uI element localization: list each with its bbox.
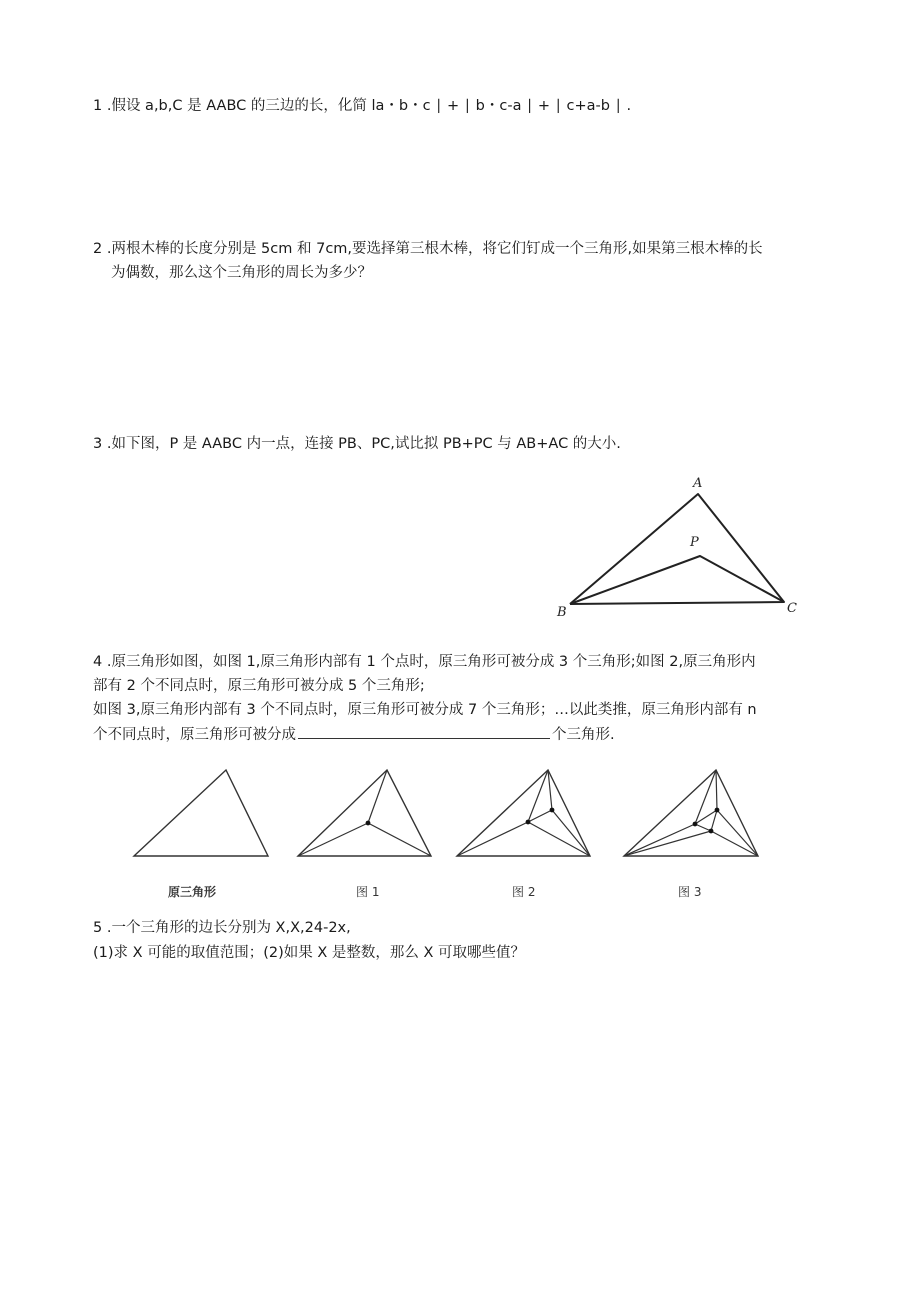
- caption-fig1: 图 1: [356, 885, 380, 899]
- problem-3-text: 3 .如下图，P 是 AABC 内一点，连接 PB、PC,试比拟 PB+PC 与 AB+AC 的大小.: [93, 436, 621, 452]
- figure-3: [624, 770, 758, 899]
- caption-fig3: 图 3: [678, 885, 702, 899]
- label-b: B: [557, 605, 567, 620]
- caption-fig2: 图 2: [512, 885, 536, 899]
- triangle-division-figures: [120, 760, 770, 908]
- caption-original: 原三角形: [168, 885, 217, 899]
- label-c: C: [787, 601, 797, 616]
- triangle-abc-figure: [552, 470, 812, 620]
- problem-5-line-2: (1)求 X 可能的取值范围；(2)如果 X 是整数，那么 X 可取哪些值？: [93, 945, 526, 961]
- problem-4-line-4-after: 个三角形.: [552, 727, 615, 743]
- label-a: A: [693, 476, 703, 491]
- problem-2-line-2: 为偶数，那么这个三角形的周长为多少？: [111, 265, 372, 281]
- label-p: P: [690, 535, 699, 550]
- problem-4-line-2: 部有 2 个不同点时，原三角形可被分成 5 个三角形;: [93, 678, 425, 694]
- problem-5-line-1: 5 .一个三角形的边长分别为 X,X,24-2x,: [93, 920, 351, 936]
- problem-1-text: 1 .假设 a,b,C 是 AABC 的三边的长，化简 la・b・c ∣ + ∣ b・c-a ∣ + ∣ c+a-b ∣ .: [93, 98, 632, 114]
- figure-1: [298, 770, 431, 899]
- problem-4-line-3: 如图 3,原三角形内部有 3 个不同点时，原三角形可被分成 7 个三角形；…以此类推，原三角形内部有 n: [93, 702, 757, 718]
- problem-4-line-4: [93, 724, 615, 745]
- original-triangle: [134, 770, 268, 899]
- problem-4-line-1: 4 .原三角形如图，如图 1,原三角形内部有 1 个点时，原三角形可被分成 3 个三角形;如图 2,原三角形内: [93, 654, 756, 670]
- figure-2: [457, 770, 590, 899]
- problem-2-line-1: 2 .两根木棒的长度分别是 5cm 和 7cm,要选择第三根木棒，将它们钉成一个三角形,如果第三根木棒的长: [93, 241, 763, 257]
- answer-blank[interactable]: [298, 724, 550, 739]
- problem-4-line-4-before: 个不同点时，原三角形可被分成: [93, 727, 296, 743]
